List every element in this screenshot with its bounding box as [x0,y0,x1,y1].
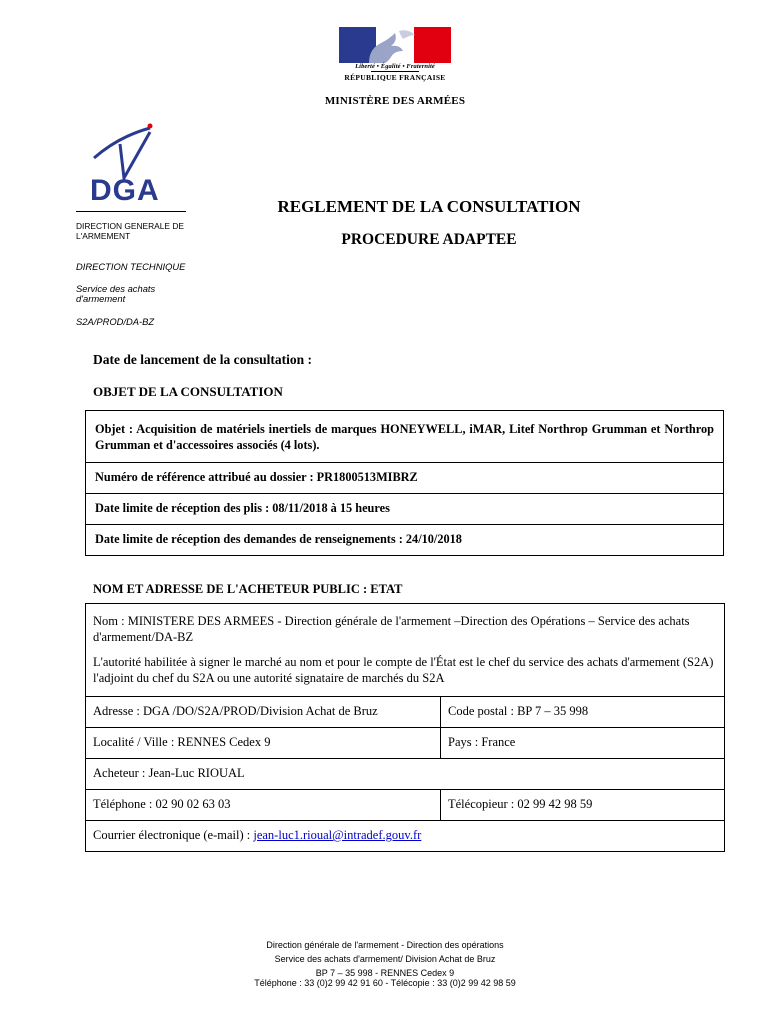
launch-date-label: Date de lancement de la consultation : [93,352,312,367]
sidebar-dga-line1: DIRECTION GENERALE DE [76,221,184,231]
buyer-table [85,603,725,852]
postal-code-cell: Code postal : BP 7 – 35 998 [448,704,589,718]
sidebar-direction: DIRECTION TECHNIQUE [76,261,186,272]
buyer-heading: NOM ET ADRESSE DE L'ACHETEUR PUBLIC : ETAT [93,582,403,596]
object-row: Objet : Acquisition de matériels inertiels de marques HONEYWELL, iMAR, Litef Northrop Grumman et Northrop Grumman et d'accessoires associés (4 lots). [86,411,723,463]
deadline-offers-row: Date limite de réception des plis : 08/11/2018 à 15 heures [86,494,723,525]
signing-authority: L'autorité habilitée à signer le marché au nom et pour le compte de l'État est le chef du service des achats d'armement (S2A) l'adjoint du chef du S2A ou une autorité signataire de marchés du S2A [93,655,714,685]
document-subtitle: PROCEDURE ADAPTEE [341,231,517,248]
address-cell: Adresse : DGA /DO/S2A/PROD/Division Achat de Bruz [86,697,441,727]
city-cell: Localité / Ville : RENNES Cedex 9 [86,728,441,758]
document-title: REGLEMENT DE LA CONSULTATION [277,197,581,216]
buyer-name: Nom : MINISTERE DES ARMEES - Direction générale de l'armement –Direction des Opérations – Service des achats d'armement/DA-BZ [93,614,690,644]
buyer-name-row [86,604,724,697]
reference-row: Numéro de référence attribué au dossier : PR1800513MIBRZ [86,463,723,494]
consultation-table [85,410,724,556]
footer-line4: Téléphone : 33 (0)2 99 42 91 60 - Télécopie : 33 (0)2 99 42 98 59 [254,978,516,988]
sidebar-service-line2: d'armement [76,293,126,304]
sidebar-service-line1: Service des achats [76,283,156,294]
republic-motto: Liberté • Égalité • Fraternité [355,63,435,70]
phone-row [86,790,724,821]
divider [371,71,419,72]
fax-cell: Télécopieur : 02 99 42 98 59 [448,797,593,811]
footer-line3: BP 7 – 35 998 - RENNES Cedex 9 [315,968,455,978]
email-label: Courrier électronique (e-mail) : [93,828,254,842]
email-link[interactable]: jean-luc1.rioual@intradef.gouv.fr [253,828,422,842]
buyer-contact-row [86,759,724,790]
footer-line1: Direction générale de l'armement - Direction des opérations [266,940,504,950]
marianne-logo [339,27,451,63]
footer-line2: Service des achats d'armement/ Division Achat de Bruz [274,954,496,964]
sidebar-unit: S2A/PROD/DA-BZ [76,316,155,327]
phone-cell: Téléphone : 02 90 02 63 03 [86,790,441,820]
email-cell [86,821,428,851]
city-row [86,728,724,759]
object-heading: OBJET DE LA CONSULTATION [93,384,283,399]
republic-name: RÉPUBLIQUE FRANÇAISE [344,73,446,82]
buyer-contact-cell: Acheteur : Jean-Luc RIOUAL [93,766,245,780]
svg-text:DGA: DGA [90,174,160,206]
email-row [86,821,724,852]
dga-logo [88,120,178,206]
country-cell: Pays : France [448,735,516,749]
address-row [86,697,724,728]
ministry-name: MINISTÈRE DES ARMÉES [324,95,466,107]
divider [76,211,186,212]
sidebar-dga-line2: L'ARMEMENT [76,231,131,241]
deadline-questions-row: Date limite de réception des demandes de renseignements : 24/10/2018 [86,525,723,556]
